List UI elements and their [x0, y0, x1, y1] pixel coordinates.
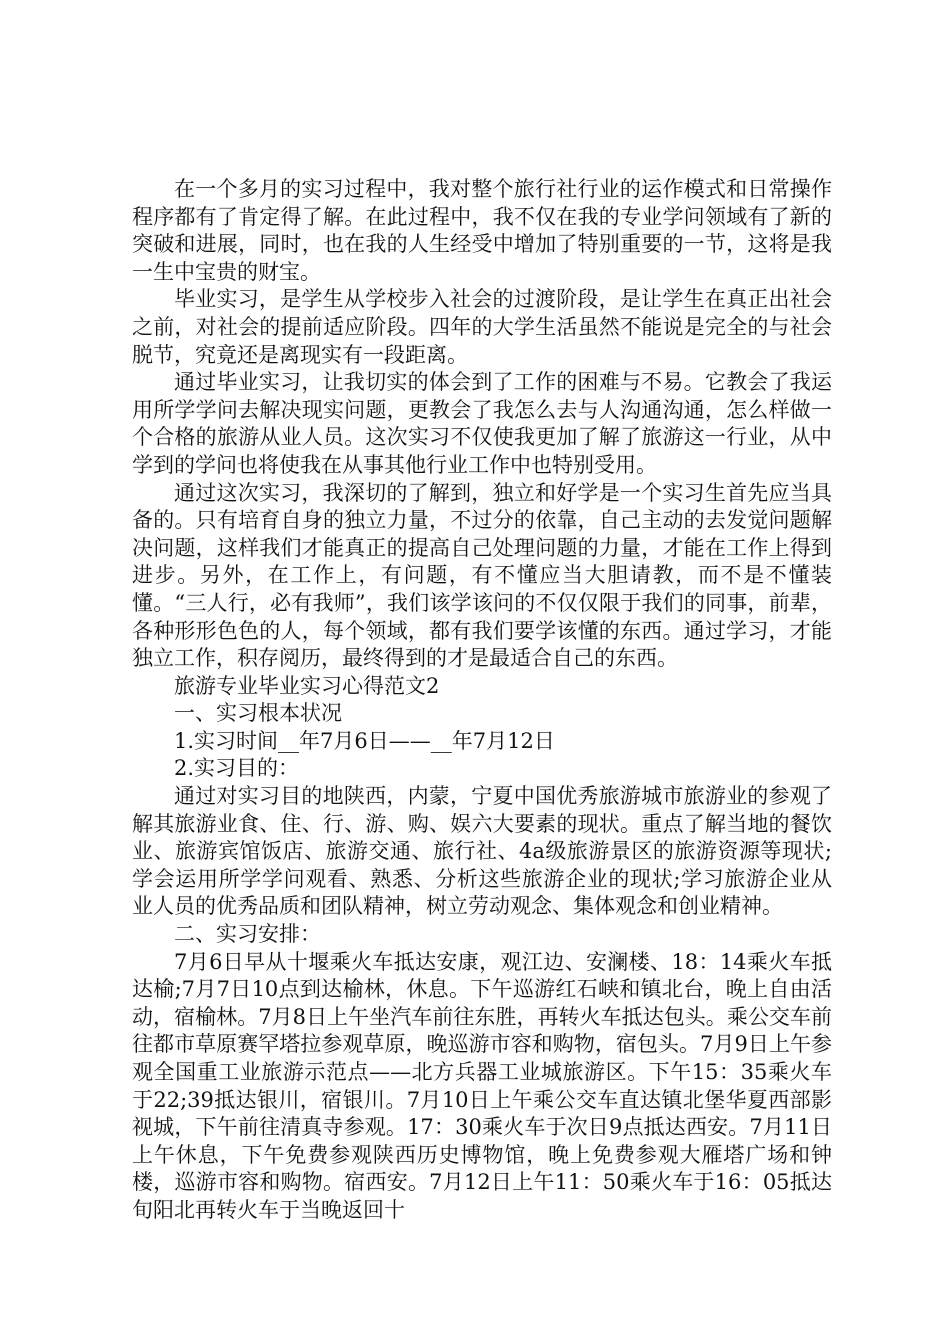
paragraph-summary: 在一个多月的实习过程中，我对整个旅行社行业的运作模式和日常操作程序都有了肯定得了解。在此过程中，我不仅在我的专业学问领域有了新的突破和进展，同时，也在我的人生经受中增加了特别重要的一节，这将是我一生中宝贵的财宝。 [132, 177, 832, 284]
item-internship-purpose: 2.实习目的： [174, 756, 300, 781]
paragraph-independence: 通过这次实习，我深切的了解到，独立和好学是一个实习生首先应当具备的。只有培育自身的独立力量，不过分的依靠，自己主动的去发觉问题解决问题，这样我们才能真正的提高自己处理问题的力量，才能在工作上得到进步。另外，在工作上，有问题，有不懂应当大胆请教，而不是不懂装懂。“三人行，必有我师”，我们该学该问的不仅仅限于我们的同事，前辈，各种形形色色的人，每个领域，都有我们要学该懂的东西。通过学习，才能独立工作，积存阅历，最终得到的才是最适合自己的东西。 [132, 480, 832, 671]
paragraph-schedule-detail: 7月6日早从十堰乘火车抵达安康，观江边、安澜楼、18：14乘火车抵达榆;7月7日10点到达榆林，休息。下午巡游红石峡和镇北台，晚上自由活动，宿榆林。7月8日上午坐汽车前往东胜，再转火车抵达包头。乘公交车前往都市草原赛罕塔拉参观草原，晚巡游市容和购物，宿包头。7月9日上午参观全国重工业旅游示范点——北方兵器工业城旅游区。下午15：35乘火车于22;39抵达银川，宿银川。7月10日上午乘公交车直达镇北堡华夏西部影视城，下午前往清真寺参观。17：30乘火车于次日9点抵达西安。7月11日上午休息，下午免费参观陕西历史博物馆，晚上免费参观大雁塔广场和钟楼，巡游市容和购物。宿西安。7月12日上午11：50乘火车于16：05抵达旬阳北再转火车于当晚返回十 [132, 949, 832, 1222]
item-internship-time: 1.实习时间__年7月6日——__年7月12日 [174, 728, 555, 753]
paragraph-experience: 通过毕业实习，让我切实的体会到了工作的困难与不易。它教会了我运用所学学问去解决现实问题，更教会了我怎么去与人沟通沟通，怎么样做一个合格的旅游从业人员。这次实习不仅使我更加了解了旅游这一行业，从中学到的学问也将使我在从事其他行业工作中也特别受用。 [132, 370, 832, 477]
document-body [132, 176, 832, 1225]
heading-internship-schedule: 二、实习安排： [174, 922, 321, 947]
paragraph-purpose-detail: 通过对实习目的地陕西，内蒙，宁夏中国优秀旅游城市旅游业的参观了解其旅游业食、住、行、游、购、娱六大要素的现状。重点了解当地的餐饮业、旅游宾馆饭店、旅游交通、旅行社、4a级旅游景区的旅游资源等现状;学会运用所学学问观看、熟悉、分析这些旅游企业的现状;学习旅游企业从业人员的优秀品质和团队精神，树立劳动观念、集体观念和创业精神。 [132, 784, 832, 919]
paragraph-graduation-internship: 毕业实习，是学生从学校步入社会的过渡阶段，是让学生在真正出社会之前，对社会的提前适应阶段。四年的大学生活虽然不能说是完全的与社会脱节，究竟还是离现实有一段距离。 [132, 287, 832, 367]
heading-basic-situation: 一、实习根本状况 [174, 701, 342, 726]
section-title-sample-2: 旅游专业毕业实习心得范文2 [174, 673, 440, 698]
